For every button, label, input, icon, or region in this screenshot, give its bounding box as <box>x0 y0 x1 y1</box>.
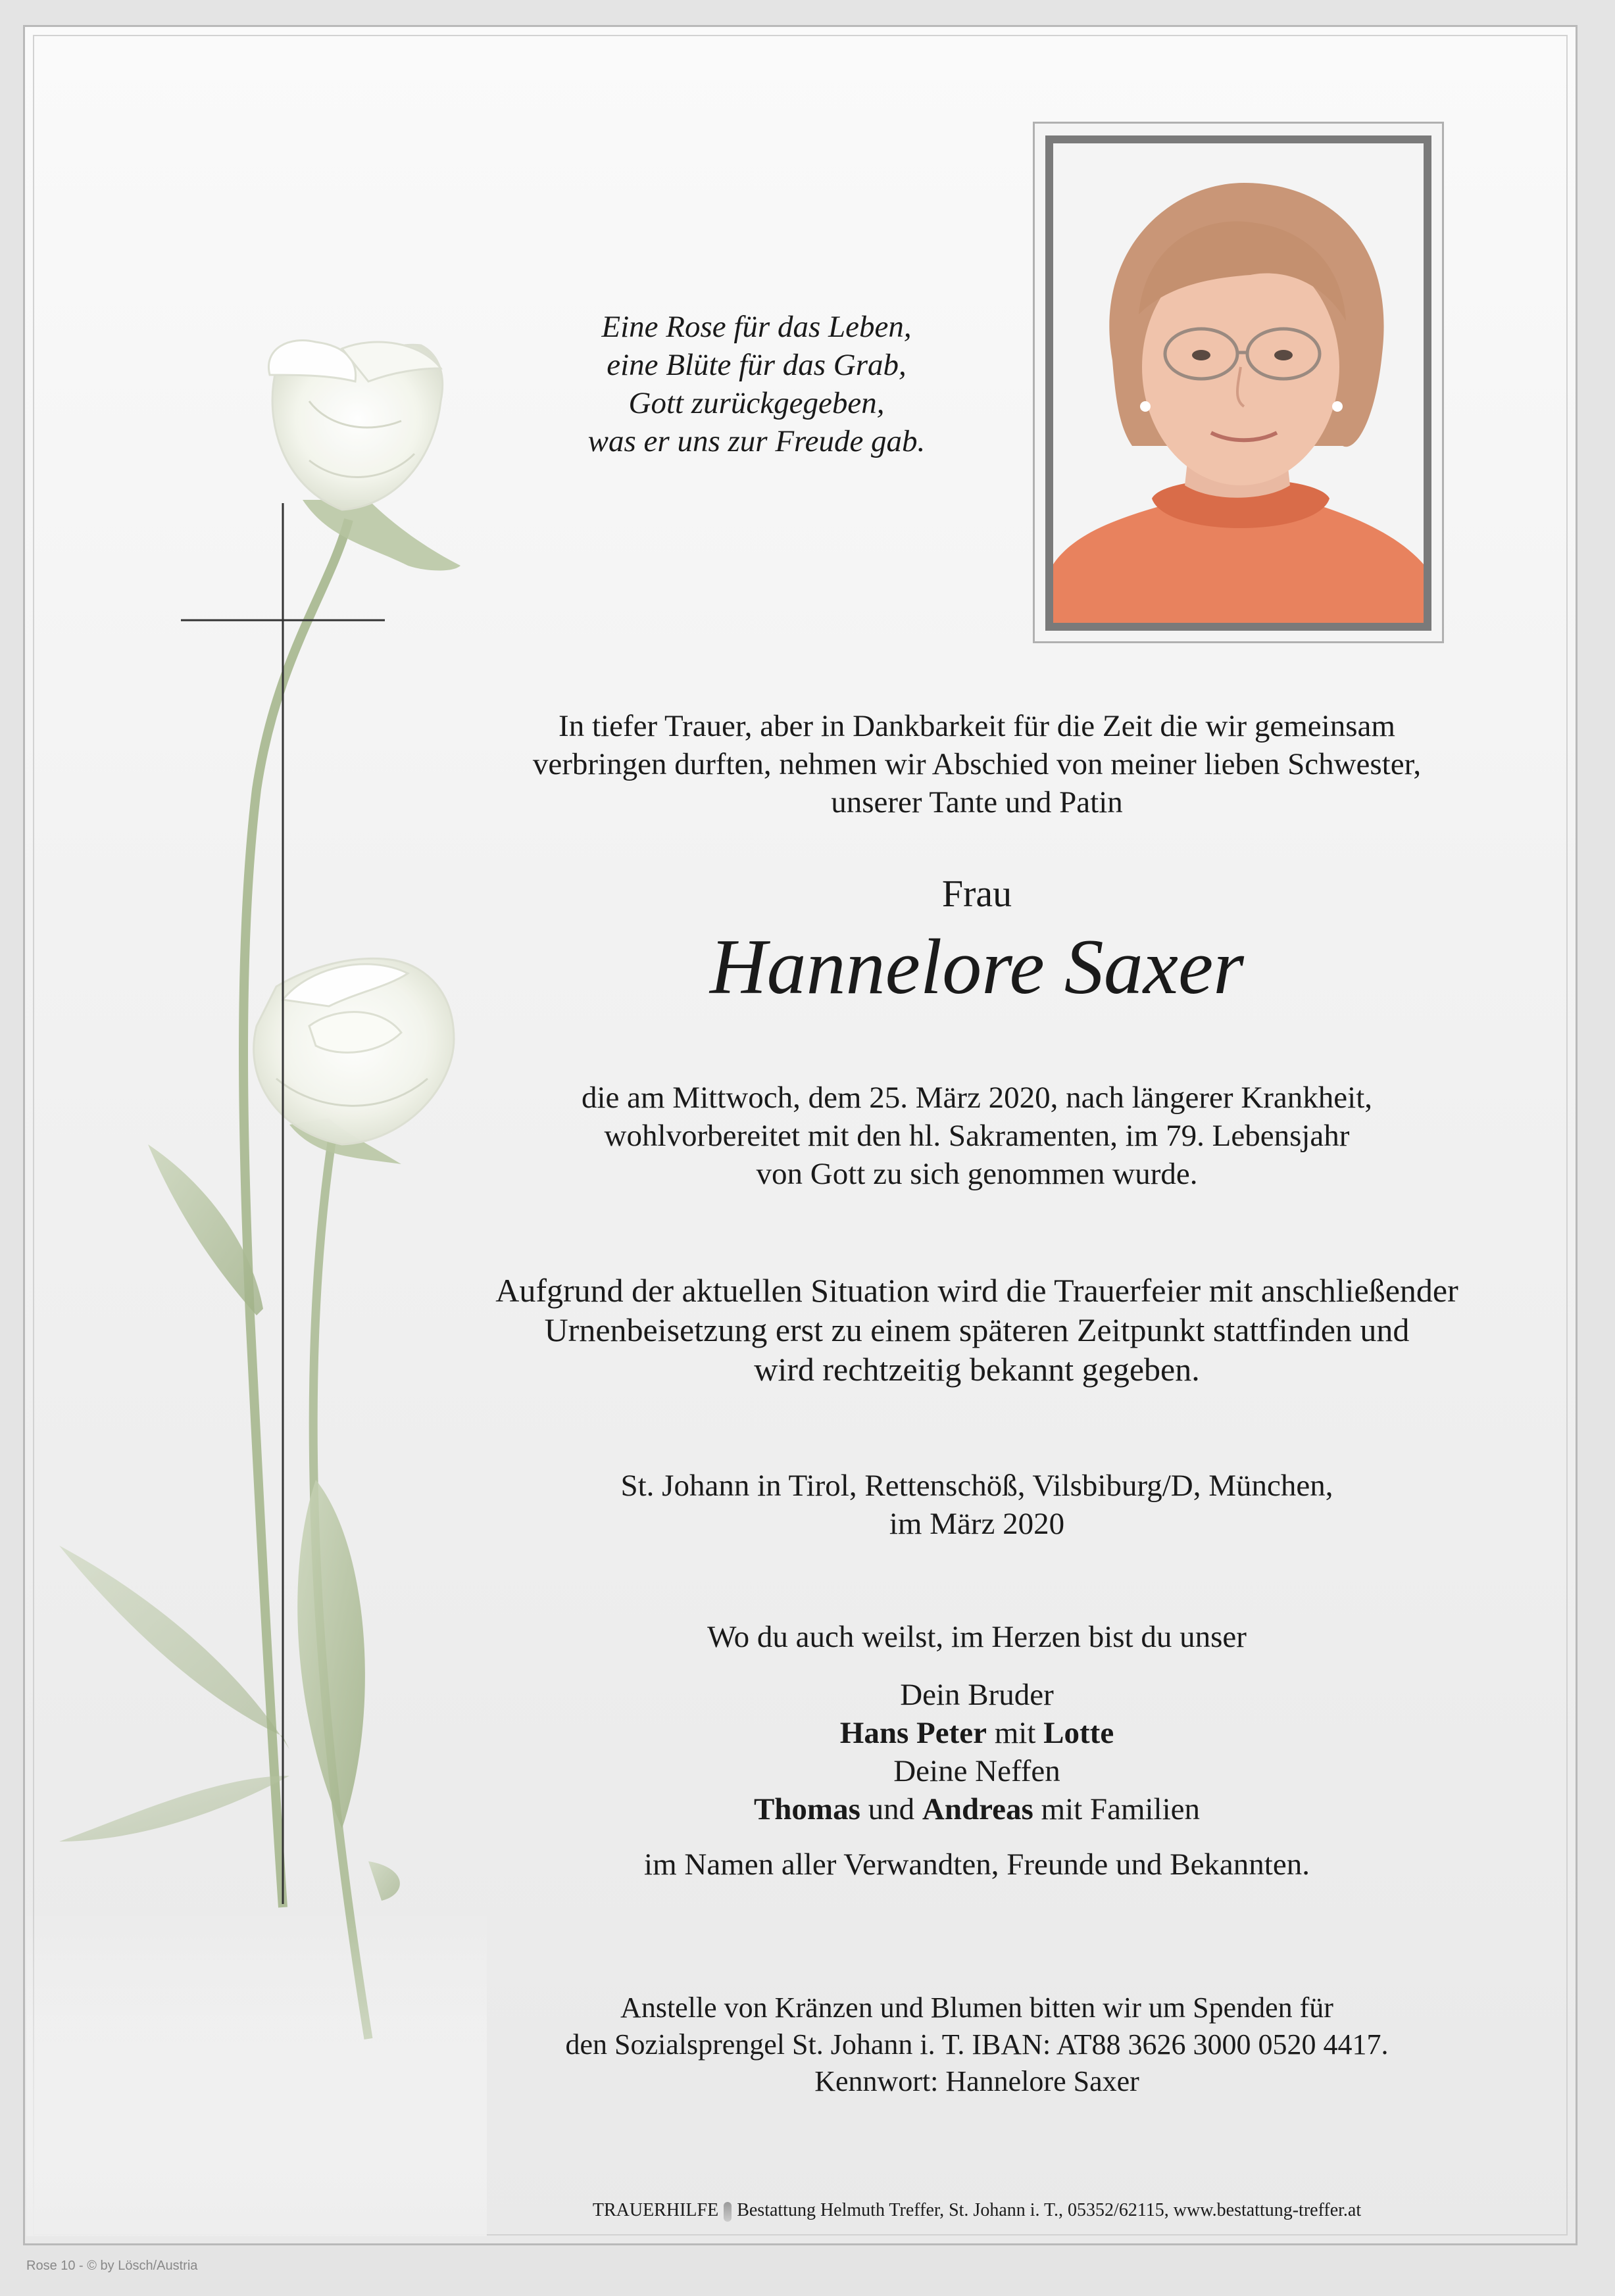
intro-text <box>421 707 1533 821</box>
bruder-label: Dein Bruder <box>900 1678 1054 1712</box>
family-signatures <box>421 1676 1533 1828</box>
intro-line: verbringen durften, nehmen wir Abschied von meiner lieben Schwester, <box>532 747 1422 781</box>
leaf-5 <box>368 1861 400 1901</box>
neffen-line <box>421 1790 1533 1828</box>
leaf-4 <box>59 1776 289 1842</box>
neffe-1: Thomas <box>753 1792 860 1826</box>
poem-line: Eine Rose für das Leben, <box>601 310 912 344</box>
leaf-3 <box>59 1546 289 1749</box>
trauerhilfe-logo-icon <box>724 2202 732 2222</box>
salutation: Frau <box>941 872 1012 915</box>
footer-text: Bestattung Helmuth Treffer, St. Johann i. T., 05352/62115, www.bestattung-treffer.at <box>737 2200 1362 2220</box>
deceased-name: Hannelore Saxer <box>710 923 1244 1010</box>
copyright: Rose 10 - © by Lösch/Austria <box>26 2259 198 2273</box>
poem-line: Gott zurückgegeben, <box>628 386 885 420</box>
info-line: Urnenbeisetzung erst zu einem späteren Zeitpunkt stattfinden und <box>544 1311 1410 1348</box>
footer-brand: TRAUERHILFE <box>592 2200 719 2220</box>
bruder-line <box>421 1714 1533 1752</box>
upper-sepal <box>303 500 460 571</box>
death-line: die am Mittwoch, dem 25. März 2020, nach längerer Krankheit, <box>581 1081 1373 1115</box>
donation-line: Kennwort: Hannelore Saxer <box>814 2065 1139 2097</box>
places-line: St. Johann in Tirol, Rettenschöß, Vilsbiburg/D, München, <box>620 1469 1333 1503</box>
death-notice <box>421 1079 1533 1193</box>
portrait-photo <box>1045 135 1431 631</box>
poem-line: was er uns zur Freude gab. <box>587 424 926 458</box>
portrait-frame <box>1033 122 1444 643</box>
bruder-partner: Lotte <box>1043 1716 1114 1750</box>
intro-line: unserer Tante und Patin <box>831 785 1123 819</box>
places-line: im März 2020 <box>889 1507 1065 1541</box>
und-word: und <box>868 1792 915 1826</box>
poem-line: eine Blüte für das Grab, <box>607 348 907 382</box>
death-line: von Gott zu sich genommen wurde. <box>756 1157 1198 1191</box>
death-line: wohlvorbereitet mit den hl. Sakramenten, im 79. Lebensjahr <box>604 1119 1350 1153</box>
bruder-name: Hans Peter <box>839 1716 987 1750</box>
poem <box>526 308 987 460</box>
mit-word: mit <box>994 1716 1036 1750</box>
leaf-2 <box>297 1480 365 1828</box>
neffen-label: Deine Neffen <box>893 1754 1060 1788</box>
donation-line: Anstelle von Kränzen und Blumen bitten wir um Spenden für <box>620 1991 1333 2024</box>
footer <box>421 2200 1533 2222</box>
motto: Wo du auch weilst, im Herzen bist du unser <box>707 1620 1247 1654</box>
closing-line: im Namen aller Verwandten, Freunde und Bekannten. <box>644 1847 1310 1882</box>
donation-line: den Sozialsprengel St. Johann i. T. IBAN: AT88 3626 3000 0520 4417. <box>565 2028 1389 2061</box>
places-date <box>421 1467 1533 1543</box>
ceremony-info <box>421 1271 1533 1389</box>
donation-request <box>421 1990 1533 2100</box>
info-line: Aufgrund der aktuellen Situation wird die Trauerfeier mit anschließender <box>495 1272 1458 1309</box>
mit-familien: mit Familien <box>1041 1792 1201 1826</box>
info-line: wird rechtzeitig bekannt gegeben. <box>754 1351 1200 1388</box>
intro-line: In tiefer Trauer, aber in Dankbarkeit für die Zeit die wir gemeinsam <box>559 709 1395 743</box>
upper-rose <box>268 340 442 510</box>
neffe-2: Andreas <box>922 1792 1033 1826</box>
